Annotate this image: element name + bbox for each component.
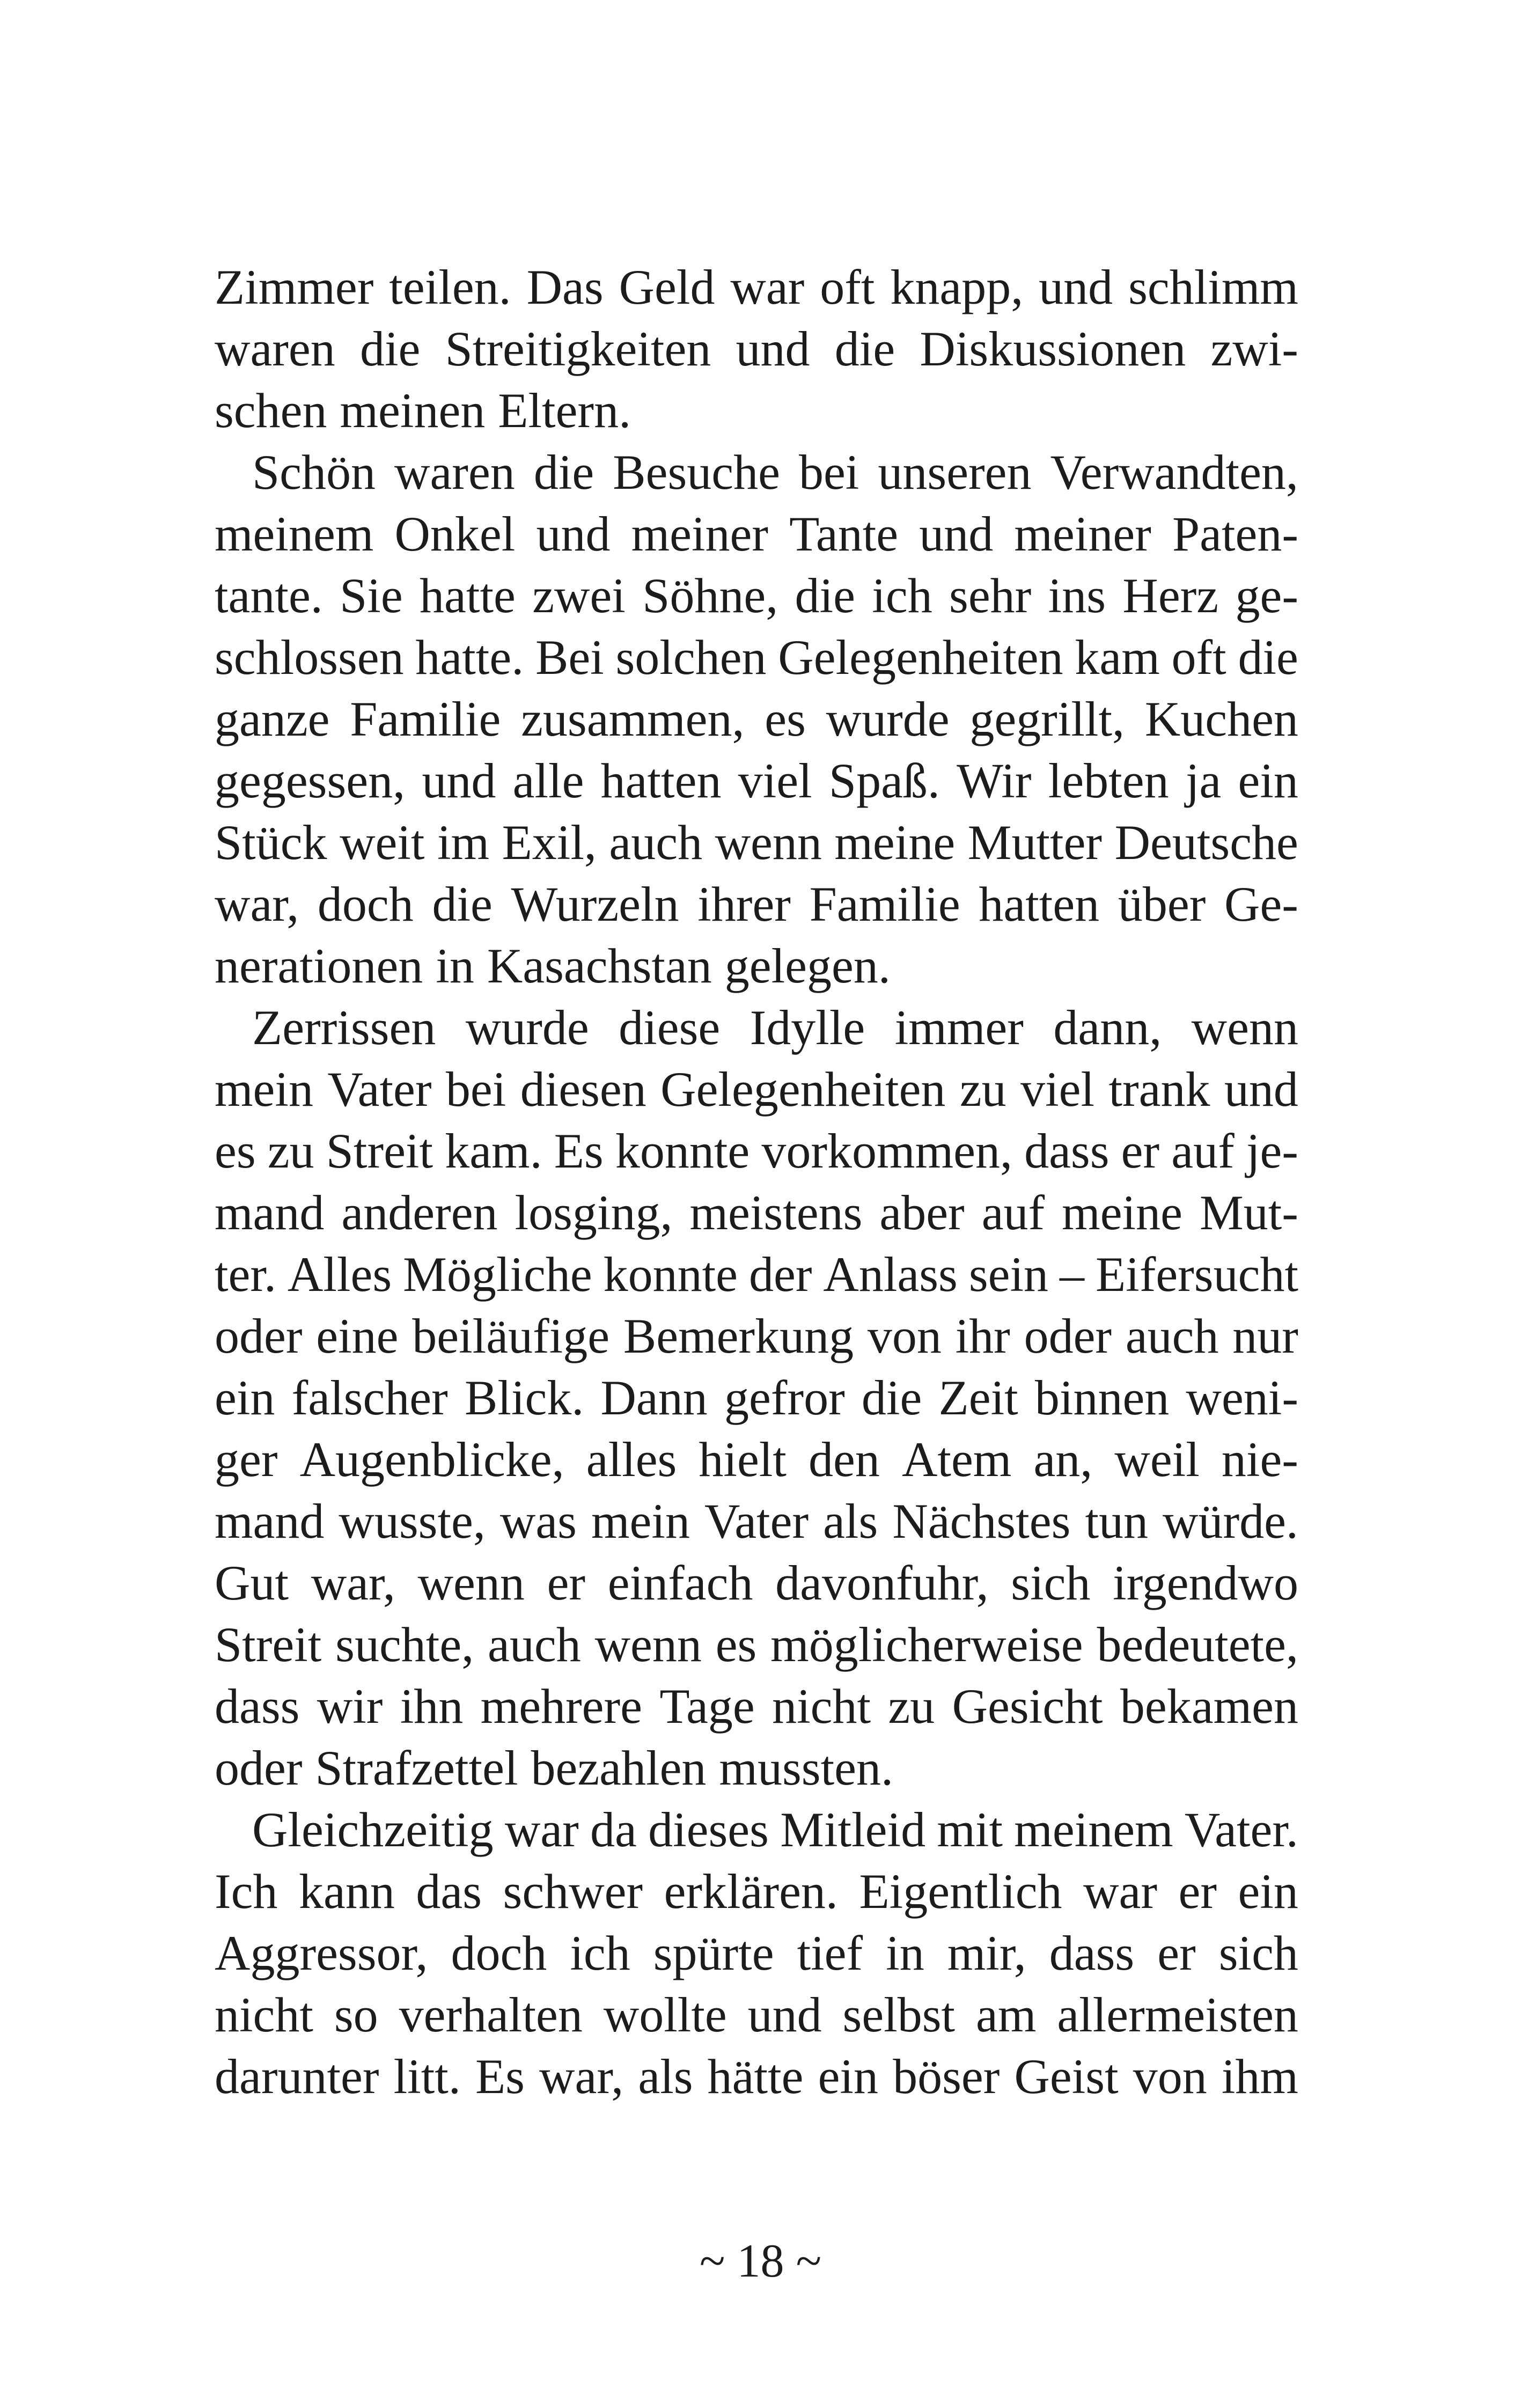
word: suchte,: [335, 1617, 474, 1672]
word: war,: [539, 2049, 624, 2104]
word: bekamen: [1120, 1679, 1298, 1734]
text-line: [215, 935, 1298, 997]
word: spürte: [653, 1926, 774, 1980]
word: Atem: [901, 1432, 1012, 1487]
word: bezahlen: [531, 1741, 707, 1795]
word: Anlass: [823, 1247, 958, 1302]
word: Geld: [619, 260, 715, 314]
word: Gesicht: [952, 1679, 1103, 1734]
word: mussten.: [719, 1741, 893, 1795]
word: wenn: [1191, 1000, 1298, 1055]
word: sich: [1218, 1926, 1298, 1980]
body-text: [215, 256, 1298, 2108]
word: hätte: [707, 2049, 804, 2104]
word: ger: [215, 1432, 278, 1487]
text-line: [215, 442, 1298, 503]
word: diesen: [520, 1062, 646, 1117]
word: litt.: [393, 2049, 461, 2104]
word: war: [504, 1802, 579, 1857]
word: mir,: [947, 1926, 1026, 1980]
word: bei: [445, 1062, 506, 1117]
word: schwer: [503, 1864, 643, 1919]
word: Paten-: [1172, 506, 1298, 561]
word: ihn: [400, 1679, 464, 1734]
word: Diskussionen: [920, 321, 1186, 376]
word: es: [215, 1124, 256, 1178]
text-line: [215, 627, 1298, 688]
word: wenn: [594, 1617, 702, 1672]
word: meine: [1062, 1185, 1182, 1240]
word: Streit: [215, 1617, 322, 1672]
page-number: ~ 18 ~: [699, 2235, 822, 2287]
word: Das: [526, 260, 604, 314]
text-line: [215, 1861, 1298, 1922]
word: war: [1083, 1864, 1157, 1919]
word: falscher: [291, 1370, 448, 1425]
word: Gelegenheiten: [778, 630, 1063, 685]
word: dass: [215, 1679, 300, 1734]
text-line: [215, 1059, 1298, 1120]
word: und: [1039, 260, 1113, 314]
word: und: [919, 506, 994, 561]
word: Familie: [809, 877, 960, 931]
word: Schön: [252, 445, 376, 500]
word: meiner: [1014, 506, 1151, 561]
word: als: [823, 1494, 878, 1548]
word: Eltern.: [498, 383, 631, 438]
word: je-: [1246, 1124, 1298, 1178]
text-line: [215, 997, 1298, 1059]
word: wollte: [603, 1987, 727, 2042]
word: Kuchen: [1144, 692, 1298, 746]
word: er: [1157, 1926, 1196, 1980]
word: zwi-: [1210, 321, 1298, 376]
word: tief: [797, 1926, 863, 1980]
word: nicht: [215, 1987, 313, 2042]
word: über: [1118, 877, 1206, 931]
word: Mutter: [967, 815, 1103, 870]
word: irgendwo: [1113, 1555, 1298, 1610]
word: so: [334, 1987, 378, 2042]
word: am: [976, 1987, 1037, 2042]
word: Streitigkeiten: [445, 321, 711, 376]
word: vorkommen,: [761, 1124, 1012, 1178]
word: und: [736, 321, 810, 376]
word: lebten: [1048, 753, 1169, 808]
word: kam.: [445, 1124, 542, 1178]
word: es: [715, 1617, 757, 1672]
word: ge-: [1235, 568, 1298, 623]
word: ihm: [1221, 2049, 1298, 2104]
text-line: [215, 1614, 1298, 1676]
word: doch: [451, 1926, 547, 1980]
word: er: [1178, 1864, 1217, 1919]
word: schen: [215, 383, 327, 438]
word: zusammen,: [521, 692, 745, 746]
word: ja: [1185, 753, 1222, 808]
word: hatte.: [415, 630, 524, 685]
word: dass: [1024, 1124, 1109, 1178]
word: Nächstes: [892, 1494, 1071, 1548]
word: meinem: [1014, 1802, 1173, 1857]
word: da: [590, 1802, 637, 1857]
word: war: [730, 260, 805, 314]
word: Bemerkung: [623, 1309, 854, 1363]
word: wusste,: [339, 1494, 486, 1548]
word: und: [747, 1987, 822, 2042]
word: möglicherweise: [770, 1617, 1083, 1672]
word: Stück: [215, 815, 327, 870]
word: Mögliche: [403, 1247, 592, 1302]
word: alles: [586, 1432, 677, 1487]
text-line: [215, 1429, 1298, 1491]
word: einfach: [607, 1555, 753, 1610]
word: doch: [317, 877, 414, 931]
word: war,: [215, 877, 299, 931]
word: zu: [959, 1062, 1006, 1117]
word: losging,: [515, 1185, 673, 1240]
word: Verwandten,: [1050, 445, 1298, 500]
word: als: [638, 2049, 693, 2104]
word: waren: [394, 445, 515, 500]
word: eine: [316, 1309, 399, 1363]
word: in: [436, 938, 474, 993]
word: –: [1059, 1247, 1084, 1302]
word: die: [533, 445, 594, 500]
word: nerationen: [215, 938, 423, 993]
word: Tage: [659, 1679, 755, 1734]
word: gelegen.: [724, 938, 891, 993]
word: tun: [1085, 1494, 1148, 1548]
word: in: [886, 1926, 924, 1980]
word: war,: [311, 1555, 395, 1610]
text-line: [215, 1984, 1298, 2046]
word: mand: [215, 1185, 325, 1240]
word: die: [861, 1370, 922, 1425]
word: ein: [818, 2049, 878, 2104]
word: nur: [1232, 1309, 1298, 1363]
text-line: [215, 1120, 1298, 1182]
word: die: [432, 877, 493, 931]
word: mein: [215, 1062, 313, 1117]
word: sehr: [949, 568, 1032, 623]
word: ins: [1048, 568, 1106, 623]
word: diese: [619, 1000, 721, 1055]
word: die: [1238, 630, 1298, 685]
word: von: [867, 1309, 942, 1363]
word: immer: [894, 1000, 1024, 1055]
word: Sie: [340, 568, 403, 623]
word: von: [1133, 2049, 1207, 2104]
word: Gut: [215, 1555, 289, 1610]
word: sich: [1011, 1555, 1091, 1610]
word: der: [748, 1247, 812, 1302]
word: oder: [215, 1741, 303, 1795]
word: kann: [299, 1864, 395, 1919]
word: weit: [340, 815, 425, 870]
word: Vater: [704, 1494, 809, 1548]
word: bedeutete,: [1097, 1617, 1298, 1672]
word: darunter: [215, 2049, 379, 2104]
word: nicht: [772, 1679, 871, 1734]
word: verhalten: [399, 1987, 583, 2042]
word: Vater: [327, 1062, 432, 1117]
word: er: [1121, 1124, 1160, 1178]
text-line: [215, 1922, 1298, 1984]
word: teilen.: [389, 260, 511, 314]
word: mehrere: [480, 1679, 642, 1734]
word: trank: [1108, 1062, 1210, 1117]
word: alle: [512, 753, 584, 808]
text-line: [215, 1676, 1298, 1737]
text-line: [215, 812, 1298, 873]
word: waren: [215, 321, 335, 376]
word: bei: [798, 445, 859, 500]
word: Zerrissen: [252, 1000, 436, 1055]
word: den: [809, 1432, 880, 1487]
text-line: [215, 1491, 1298, 1552]
word: Zeit: [938, 1370, 1018, 1425]
text-line: [215, 1182, 1298, 1244]
word: Es: [554, 1124, 604, 1178]
word: wir: [317, 1679, 383, 1734]
word: das: [416, 1864, 482, 1919]
word: zu: [267, 1124, 314, 1178]
word: meinen: [340, 383, 486, 438]
word: es: [765, 692, 806, 746]
word: Blick.: [464, 1370, 584, 1425]
word: wenn: [417, 1555, 525, 1610]
word: zu: [888, 1679, 935, 1734]
word: hatten: [600, 753, 722, 808]
word: meiner: [631, 506, 769, 561]
text-line: [215, 1367, 1298, 1429]
word: die: [834, 321, 895, 376]
word: anderen: [341, 1185, 498, 1240]
word: und: [536, 506, 611, 561]
word: konnte: [603, 1247, 738, 1302]
word: und: [422, 753, 496, 808]
word: Idylle: [750, 1000, 865, 1055]
word: ter.: [215, 1247, 276, 1302]
word: beiläufige: [412, 1309, 610, 1363]
word: gegrillt,: [969, 692, 1125, 746]
word: ein: [215, 1370, 275, 1425]
word: böser: [893, 2049, 1000, 2104]
word: Deutsche: [1114, 815, 1298, 870]
word: nie-: [1221, 1432, 1298, 1487]
word: schlimm: [1128, 260, 1298, 314]
word: Augenblicke,: [299, 1432, 564, 1487]
word: Dann: [600, 1370, 708, 1425]
word: ich: [570, 1926, 630, 1980]
word: auf: [981, 1185, 1045, 1240]
word: selbst: [842, 1987, 956, 2042]
word: hatte: [420, 568, 516, 623]
word: ihr: [955, 1309, 1010, 1363]
text-line: [215, 873, 1298, 935]
word: allermeisten: [1057, 1987, 1298, 2042]
word: dieses: [648, 1802, 769, 1857]
word: Ge-: [1224, 877, 1298, 931]
word: Spaß.: [828, 753, 940, 808]
word: mand: [215, 1494, 325, 1548]
text-line: [215, 1737, 1298, 1799]
text-line: [215, 688, 1298, 750]
word: Vater.: [1184, 1802, 1298, 1857]
word: auch: [609, 815, 703, 870]
word: Mitleid: [780, 1802, 926, 1857]
word: Tante: [789, 506, 899, 561]
word: weil: [1114, 1432, 1200, 1487]
word: ihrer: [697, 877, 791, 931]
word: die: [359, 321, 421, 376]
word: erklären.: [664, 1864, 838, 1919]
text-line: [215, 1799, 1298, 1861]
word: ein: [1238, 753, 1298, 808]
word: im: [437, 815, 490, 870]
word: würde.: [1163, 1494, 1298, 1548]
word: Eigentlich: [859, 1864, 1062, 1919]
word: Kasachstan: [487, 938, 712, 993]
word: auf: [1171, 1124, 1235, 1178]
word: Besuche: [613, 445, 780, 500]
word: Geist: [1014, 2049, 1119, 2104]
word: auch: [488, 1617, 581, 1672]
word: an,: [1033, 1432, 1093, 1487]
text-line: [215, 1244, 1298, 1305]
word: Herz: [1122, 568, 1219, 623]
word: wenn: [715, 815, 822, 870]
word: hielt: [699, 1432, 787, 1487]
word: oder: [1024, 1309, 1112, 1363]
word: hatten: [979, 877, 1100, 931]
text-line: [215, 503, 1298, 565]
word: Gleichzeitig: [252, 1802, 494, 1857]
word: kam: [1075, 630, 1160, 685]
word: oft: [1171, 630, 1226, 685]
word: er: [547, 1555, 586, 1610]
text-line: [215, 1552, 1298, 1614]
word: Onkel: [394, 506, 516, 561]
word: Alles: [287, 1247, 392, 1302]
word: Gelegenheiten: [660, 1062, 946, 1117]
text-line: [215, 380, 1298, 442]
word: dass: [1049, 1926, 1135, 1980]
word: zwei: [532, 568, 626, 623]
word: die: [795, 568, 855, 623]
word: mein: [591, 1494, 690, 1548]
word: knapp,: [890, 260, 1024, 314]
word: solchen: [615, 630, 767, 685]
word: mit: [937, 1802, 1003, 1857]
word: Es: [475, 2049, 525, 2104]
word: meine: [834, 815, 956, 870]
word: oft: [820, 260, 875, 314]
word: binnen: [1034, 1370, 1170, 1425]
word: Bei: [535, 630, 604, 685]
word: Zimmer: [215, 260, 374, 314]
word: viel: [738, 753, 812, 808]
word: Wir: [957, 753, 1032, 808]
word: Söhne,: [642, 568, 778, 623]
word: Wurzeln: [511, 877, 679, 931]
text-line: [215, 1305, 1298, 1367]
word: tante.: [215, 568, 323, 623]
word: wurde: [465, 1000, 589, 1055]
text-line: [215, 750, 1298, 812]
word: gefror: [724, 1370, 845, 1425]
word: was: [499, 1494, 577, 1548]
word: meistens: [689, 1185, 863, 1240]
text-line: [215, 256, 1298, 318]
word: Aggressor,: [215, 1926, 428, 1980]
word: wurde: [826, 692, 950, 746]
word: davonfuhr,: [775, 1555, 989, 1610]
word: konnte: [615, 1124, 750, 1178]
word: Mut-: [1199, 1185, 1298, 1240]
word: ich: [872, 568, 932, 623]
word: auch: [1125, 1309, 1219, 1363]
text-line: [215, 565, 1298, 627]
word: oder: [215, 1309, 303, 1363]
word: ein: [1238, 1864, 1298, 1919]
word: und: [1224, 1062, 1298, 1117]
word: Strafzettel: [315, 1741, 518, 1795]
word: ganze: [215, 692, 330, 746]
text-line: [215, 318, 1298, 380]
word: viel: [1020, 1062, 1095, 1117]
word: Exil,: [502, 815, 597, 870]
word: dann,: [1053, 1000, 1162, 1055]
word: unseren: [878, 445, 1032, 500]
word: meinem: [215, 506, 374, 561]
text-line: [215, 2046, 1298, 2108]
word: weni-: [1186, 1370, 1298, 1425]
word: Streit: [326, 1124, 433, 1178]
word: aber: [879, 1185, 965, 1240]
word: Familie: [350, 692, 501, 746]
word: sein: [968, 1247, 1049, 1302]
word: Eifersucht: [1095, 1247, 1298, 1302]
word: schlossen: [215, 630, 404, 685]
word: Ich: [215, 1864, 278, 1919]
word: gegessen,: [215, 753, 406, 808]
